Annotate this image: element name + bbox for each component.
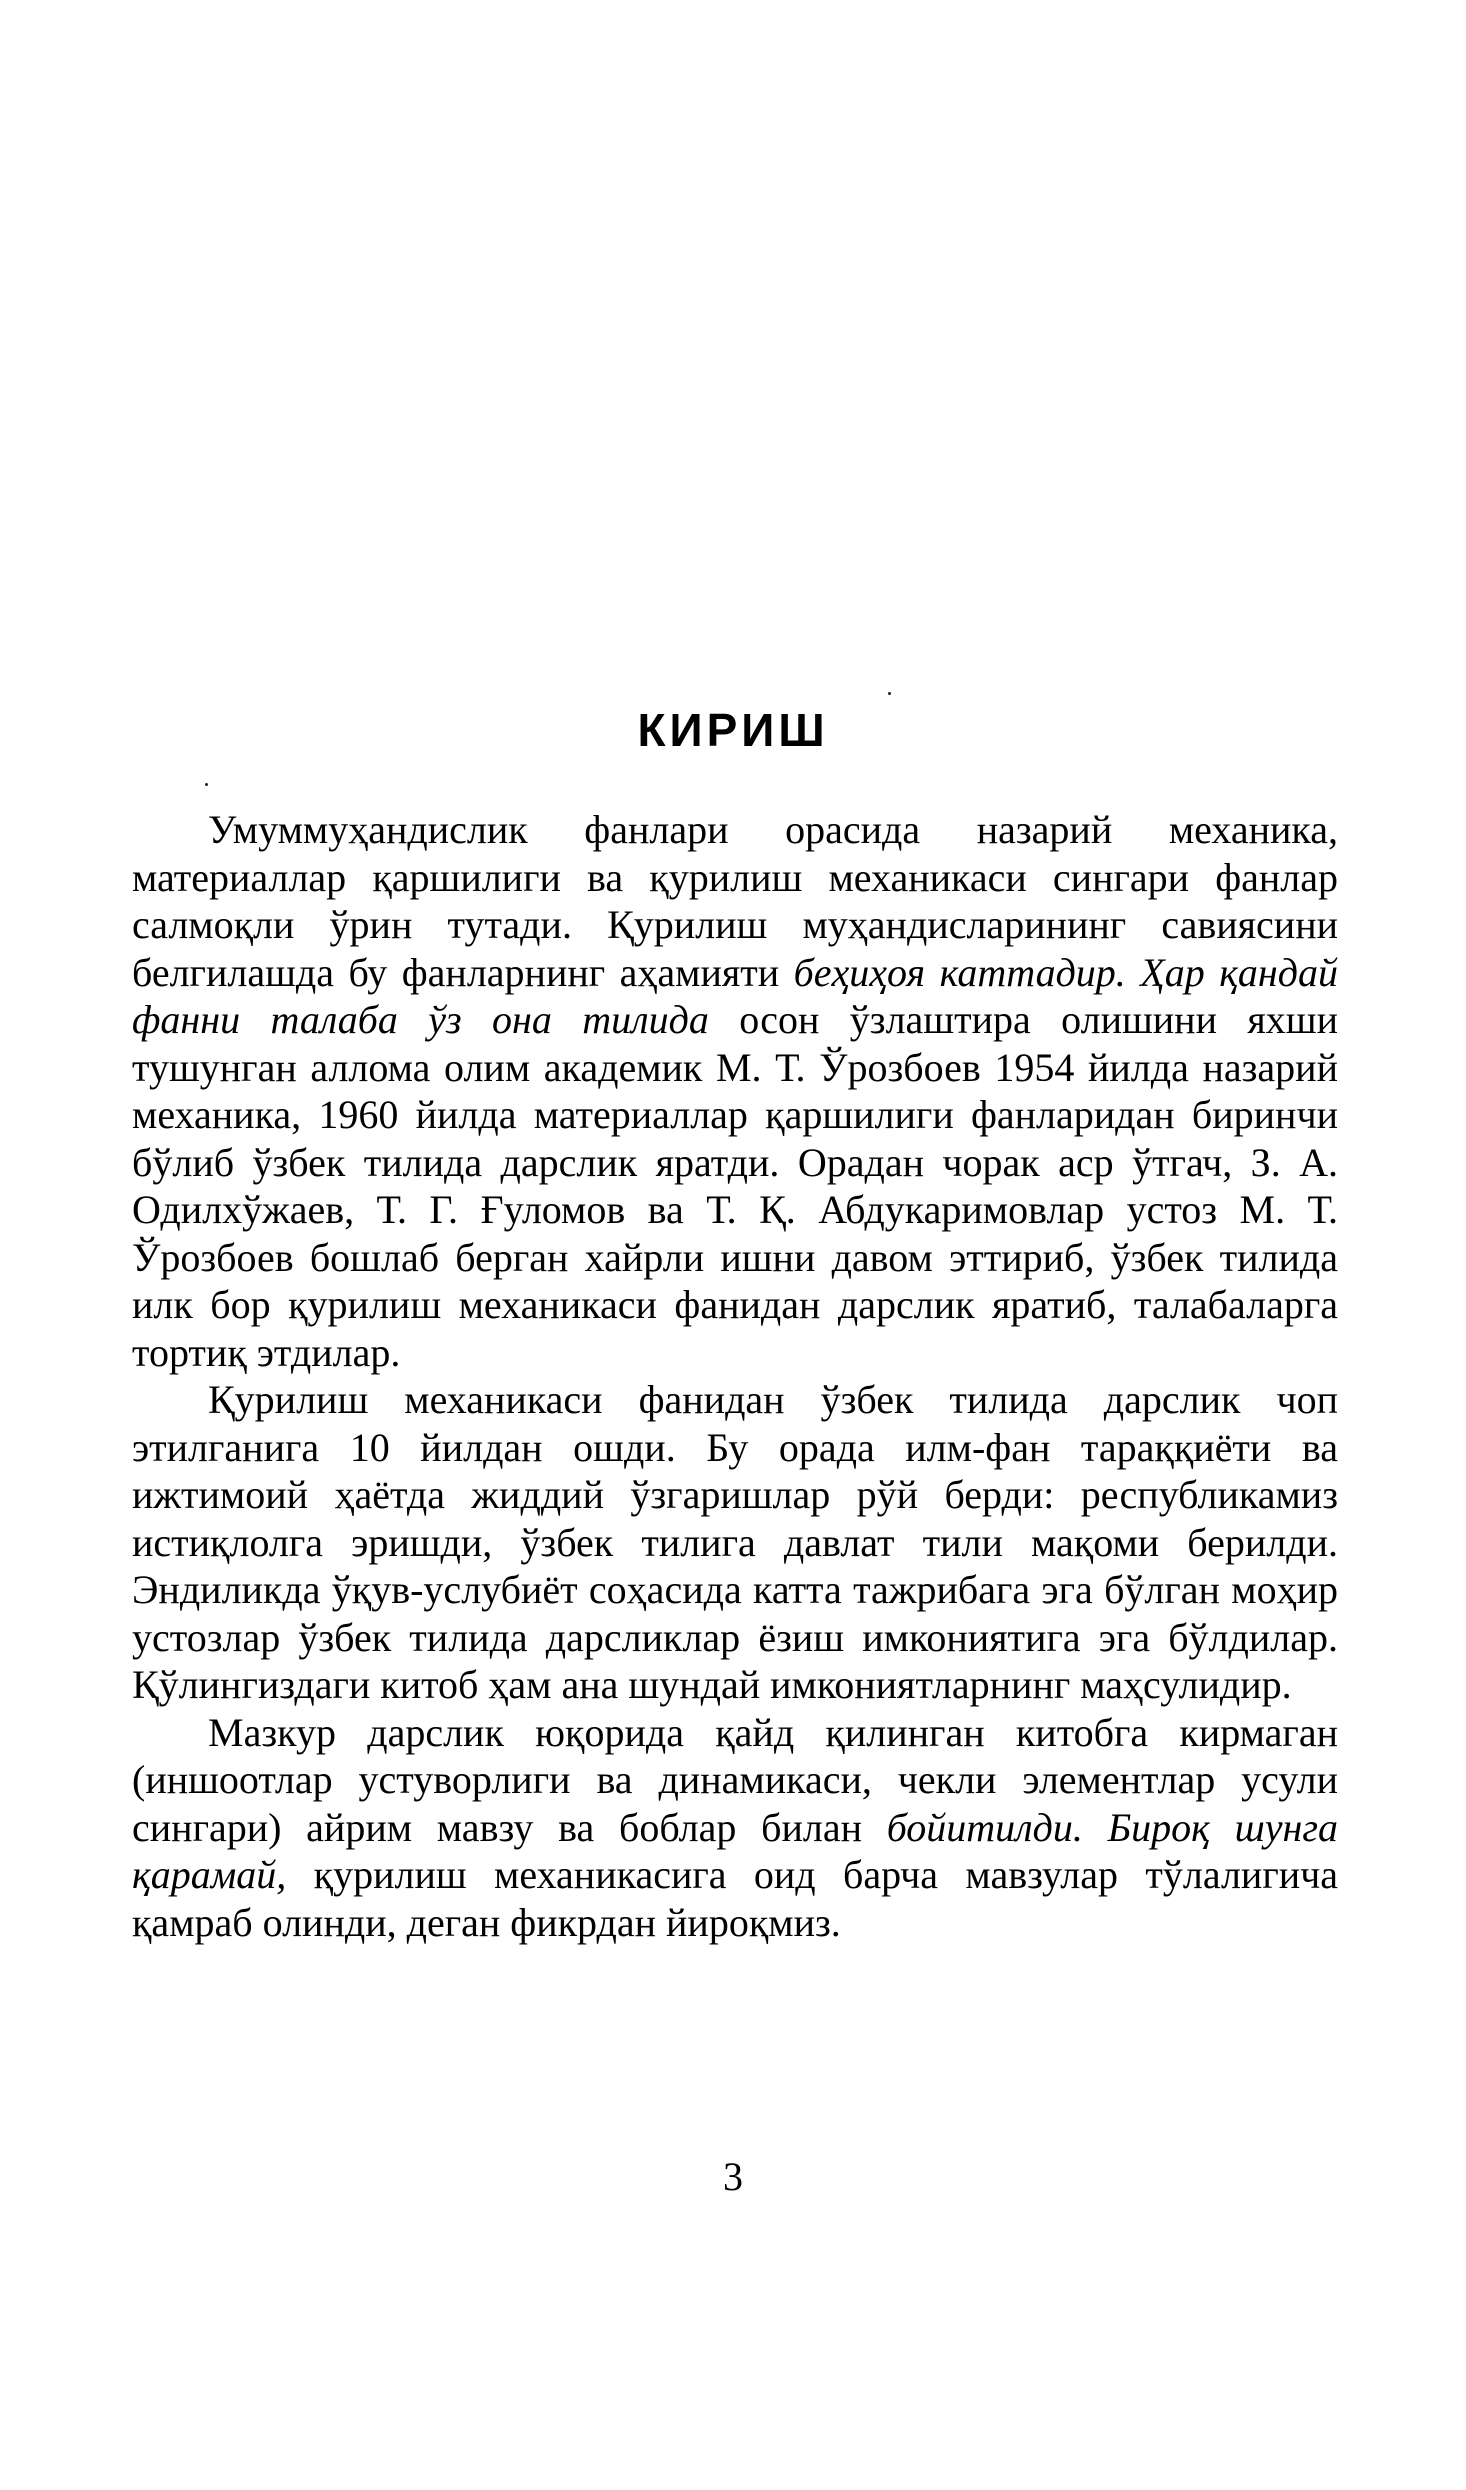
paragraph-1-text: Умуммуҳандислик фанлари орасида назарий механика, материаллар қаршилиги ва қурилиш механикаси сингари фанлар салмоқли ўрин тутади. Қурилиш муҳандисларининг савиясини белгилашда бу фанларнинг аҳамияти	[132, 807, 1338, 995]
paragraph-2-text: Қурилиш механикаси фанидан ўзбек тилида дарслик чоп этилганига 10 йилдан ошди. Бу орада илм-фан тараққиёти ва ижтимоий ҳаётда жиддий ўзгаришлар рўй берди: республикамиз истиқлолга эришди, ўзбек тилига давлат тили мақоми берилди. Эндиликда ўқув-услубиёт соҳасида катта тажрибага эга бўлган моҳир устозлар ўзбек тилида дарсликлар ёзиш имкониятига эга бўлдилар. Қўлингиздаги китоб ҳам ана шундай имкониятларнинг маҳсулидир.	[132, 1377, 1338, 1707]
paragraph-1-text-after: осон ўзлаштира олишини яхши тушунган аллома олим академик М. Т. Ўрозбоев 1954 йилда назарий механика, 1960 йилда материаллар қаршилиги фанларидан биринчи бўлиб ўзбек тилида дарслик яратди. Орадан чорак аср ўтгач, З. А. Одилхўжаев, Т. Г. Ғуломов ва Т. Қ. Абдукаримовлар устоз М. Т. Ўрозбоев бошлаб берган хайрли ишни давом эттириб, ўзбек тилида илк бор қурилиш механикаси фанидан дарслик яратиб, талабаларга тортиқ этдилар.	[132, 997, 1338, 1375]
chapter-title: КИРИШ	[637, 704, 829, 756]
page-number: 3	[723, 2154, 743, 2199]
paragraph-3-italic: бойитилди. Бироқ шунга қарамай,	[132, 1804, 1338, 1897]
paragraph-1-italic: беҳиҳоя каттадир. Ҳар қандай фанни талаба ўз она тилида	[132, 949, 1338, 1042]
paragraph-1	[132, 806, 1338, 1376]
paragraph-2	[132, 1376, 1338, 1709]
print-speck	[205, 783, 208, 786]
paragraph-3	[132, 1709, 1338, 1947]
paragraph-3-text-after: қурилиш механикасига оид барча мавзулар тўлалигича қамраб олинди, деган фикрдан йироқмиз.	[132, 1852, 1338, 1945]
body-text	[132, 806, 1338, 1946]
print-speck	[888, 692, 891, 695]
paragraph-3-text: Мазкур дарслик юқорида қайд қилинган китобга кирмаган (иншоотлар устуворлиги ва динамикаси, чекли элементлар усули сингари) айрим мавзу ва боблар билан	[132, 1709, 1338, 1850]
